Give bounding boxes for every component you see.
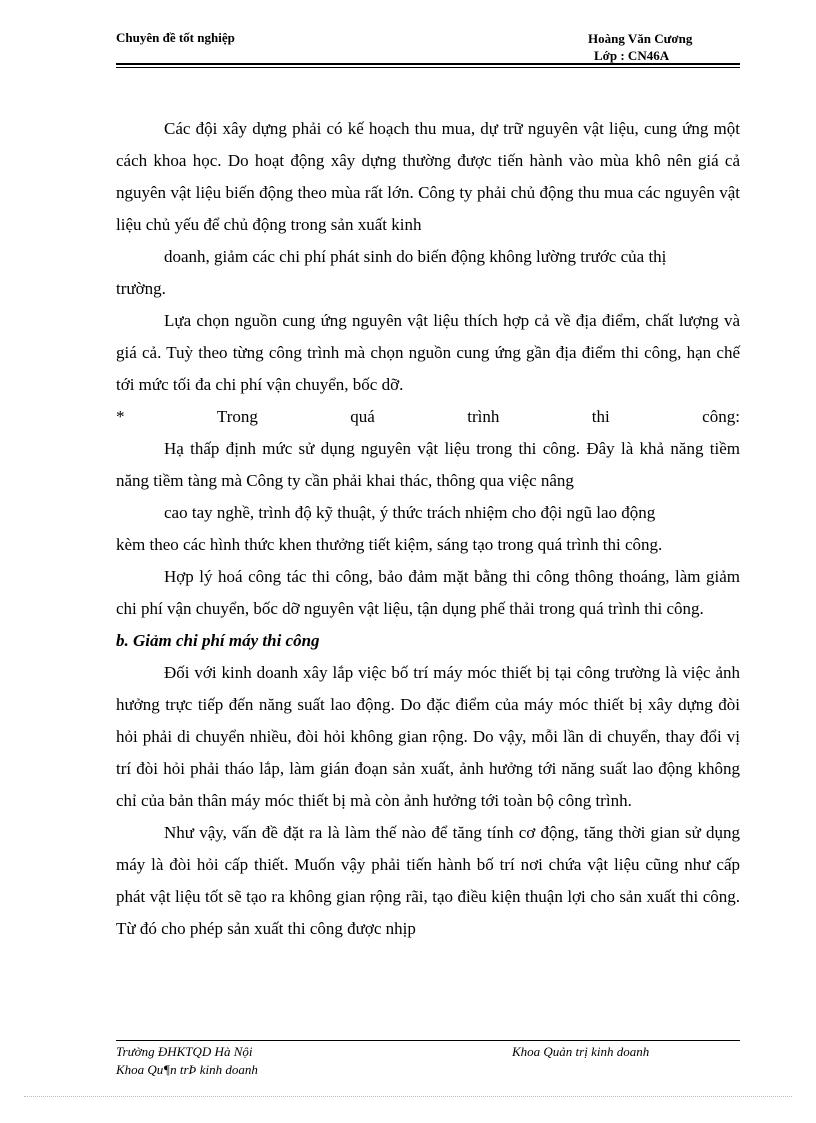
paragraph-1-cont: doanh, giảm các chi phí phát sinh do biến động không lường trước của thị [164, 247, 667, 266]
bullet-word: Trong [216, 407, 258, 426]
page-header [116, 28, 740, 66]
paragraph-3-end: kèm theo các hình thức khen thưởng tiết kiệm, sáng tạo trong quá trình thi công. [116, 535, 663, 554]
page-footer [116, 1043, 740, 1079]
paragraph-1-end: trường. [116, 279, 166, 298]
section-heading: b. Giảm chi phí máy thi công [116, 631, 320, 650]
page-edge-dotted [24, 1096, 792, 1097]
paragraph-1: Các đội xây dựng phải có kế hoạch thu mua, dự trữ nguyên vật liệu, cung ứng một cách khoa học. Do hoạt động xây dựng thường được tiến hành vào mùa khô nên giá cả nguyên vật liệu biến động theo mùa rất lớn. Công ty phải chủ động thu mua các nguyên vật liệu chủ yếu để chủ động trong sản xuất kinh [116, 119, 740, 234]
paragraph-6: Như vậy, vấn đề đặt ra là làm thế nào để tăng tính cơ động, tăng thời gian sử dụng máy là đòi hỏi cấp thiết. Muốn vậy phải tiến hành bố trí nơi chứa vật liệu cũng như cấp phát vật liệu tốt sẽ tạo ra không gian rộng rãi, tạo điều kiện thuận lợi cho sản xuất thi công. Từ đó cho phép sản xuất thi công được nhịp [116, 823, 740, 938]
paragraph-3-cont: cao tay nghề, trình độ kỹ thuật, ý thức trách nhiệm cho đội ngũ lao động [164, 503, 656, 522]
header-author-block [588, 30, 692, 64]
paragraph-3: Hạ thấp định mức sử dụng nguyên vật liệu trong thi công. Đây là khả năng tiềm năng tiềm tàng mà Công ty cần phải khai thác, thông qua việc nâng [116, 439, 740, 490]
bullet-word: công: [702, 407, 740, 426]
paragraph-4: Hợp lý hoá công tác thi công, bảo đảm mặt bằng thi công thông thoáng, làm giảm chi phí vận chuyển, bốc dỡ nguyên vật liệu, tận dụng phế thải trong quá trình thi công. [116, 567, 740, 618]
header-rule [116, 63, 740, 65]
bullet-word: quá [350, 407, 375, 426]
bullet-word: thi [591, 407, 610, 426]
footer-school: Trường ĐHKTQD Hà Nội [116, 1044, 253, 1059]
bullet-star: * [116, 407, 125, 426]
footer-faculty: Khoa Quản trị kinh doanh [512, 1044, 650, 1059]
header-title: Chuyên đề tốt nghiệp [116, 30, 235, 45]
header-class: Lớp : CN46A [594, 48, 670, 63]
header-author: Hoàng Văn Cương [588, 31, 693, 46]
paragraph-2: Lựa chọn nguồn cung ứng nguyên vật liệu thích hợp cả về địa điểm, chất lượng và giá cả. Tuỳ theo từng công trình mà chọn nguồn cung ứng gần địa điểm thi công, hạn chế tới mức tối đa chi phí vận chuyển, bốc dỡ. [116, 311, 740, 394]
document-body [116, 113, 740, 945]
footer-rule [116, 1040, 740, 1041]
footer-faculty-garbled: Khoa Qu¶n trÞ kinh doanh [116, 1062, 258, 1077]
bullet-word: trình [467, 407, 500, 426]
header-rule-thin [116, 67, 740, 68]
paragraph-5: Đối với kinh doanh xây lắp việc bố trí máy móc thiết bị tại công trường là việc ảnh hưởng trực tiếp đến năng suất lao động. Do đặc điểm của máy móc thiết bị xây dựng đòi hỏi phải di chuyển nhiều, đòi hỏi không gian rộng. Do vậy, mỗi lần di chuyển, thay đổi vị trí đòi hỏi phải tháo lắp, làm gián đoạn sản xuất, ảnh hưởng tới năng suất lao động không chỉ của bản thân máy móc thiết bị mà còn ảnh hưởng tới toàn bộ công trình. [116, 663, 740, 810]
bullet-heading [116, 401, 740, 433]
